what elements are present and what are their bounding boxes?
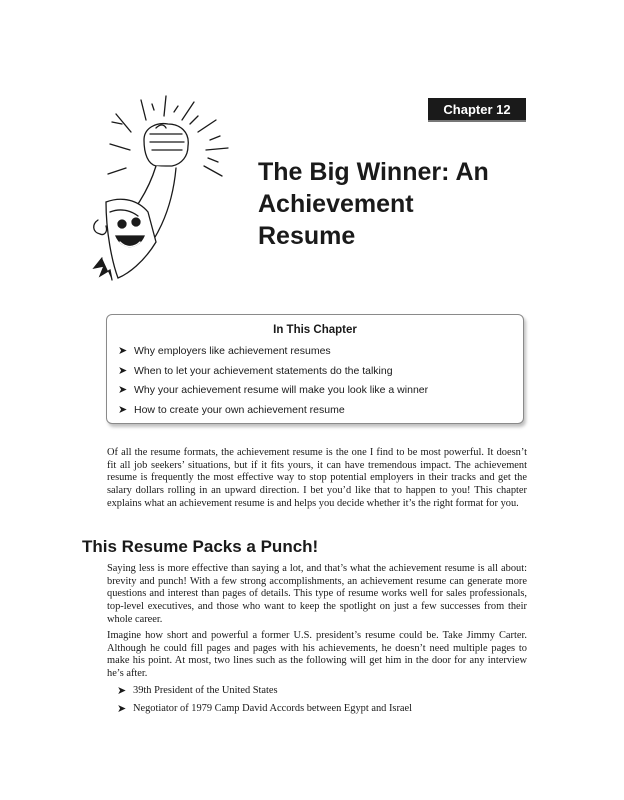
list-item-text: Negotiator of 1979 Camp David Accords between Egypt and Israel bbox=[133, 703, 413, 714]
in-this-chapter-box bbox=[106, 314, 524, 424]
chapter-badge: Chapter 12 bbox=[428, 98, 526, 122]
in-this-chapter-list bbox=[118, 342, 523, 420]
list-item bbox=[117, 700, 412, 718]
arrowhead-bullet-icon: ➤ bbox=[118, 403, 128, 416]
list-item-text: Why your achievement resume will make you look like a winner bbox=[134, 384, 429, 396]
in-this-chapter-title: In This Chapter bbox=[273, 324, 357, 336]
list-item-text: When to let your achievement statements do the talking bbox=[134, 364, 393, 377]
list-item bbox=[118, 401, 523, 421]
list-item-text: Why employers like achievement resumes bbox=[134, 345, 331, 357]
chapter-title-line: Achievement bbox=[258, 190, 414, 218]
arrowhead-bullet-icon: ➤ bbox=[118, 384, 128, 397]
arrowhead-bullet-icon: ➤ bbox=[117, 702, 127, 715]
section-heading: This Resume Packs a Punch! bbox=[82, 537, 319, 556]
chapter-title-line: Resume bbox=[258, 222, 356, 250]
intro-paragraph: Of all the resume formats, the achievement resume is the one I find to be most powerful. It doesn’t fit all job seekers’ situations, but if it fits yours, it can have tremendous impact. The achievement resume is frequently the most effective way to stop potential employers in their tracks and get the salary dollars rolling in an upward direction. I bet you’d like that to happen to you! This chapter explains what an achievement resume is and helps you decide whether it’s the right format for you. bbox=[107, 447, 527, 509]
list-item-text: 39th President of the United States bbox=[133, 685, 278, 696]
list-item bbox=[118, 342, 523, 362]
chapter-title bbox=[258, 156, 558, 252]
arrowhead-bullet-icon: ➤ bbox=[117, 684, 127, 697]
winning-resume-fist-cartoon bbox=[86, 92, 246, 282]
list-item bbox=[118, 381, 523, 401]
arrowhead-bullet-icon: ➤ bbox=[118, 364, 128, 377]
chapter-title-line: The Big Winner: An bbox=[258, 158, 489, 186]
example-list bbox=[117, 682, 412, 718]
arrowhead-bullet-icon: ➤ bbox=[118, 345, 128, 358]
list-item bbox=[118, 362, 523, 382]
body-paragraph: Saying less is more effective than saying a lot, and that’s what the achievement resume is all about: brevity and punch! With a few strong accomplishments, an achievement resume can generate more questions and interest than pages of details. This type of resume works well for sales professionals, top-level executives, and those who want to keep the spotlight on just a few successes from their whole career. bbox=[107, 563, 527, 625]
list-item bbox=[117, 682, 412, 700]
list-item-text: How to create your own achievement resume bbox=[134, 403, 345, 416]
body-paragraph: Imagine how short and powerful a former U.S. president’s resume could be. Take Jimmy Carter. Although he could fill pages and pages with his achievements, he doesn’t need multiple pages to make his point. At most, two lines such as the following will get him in the door for any interview he’s after. bbox=[107, 630, 527, 680]
